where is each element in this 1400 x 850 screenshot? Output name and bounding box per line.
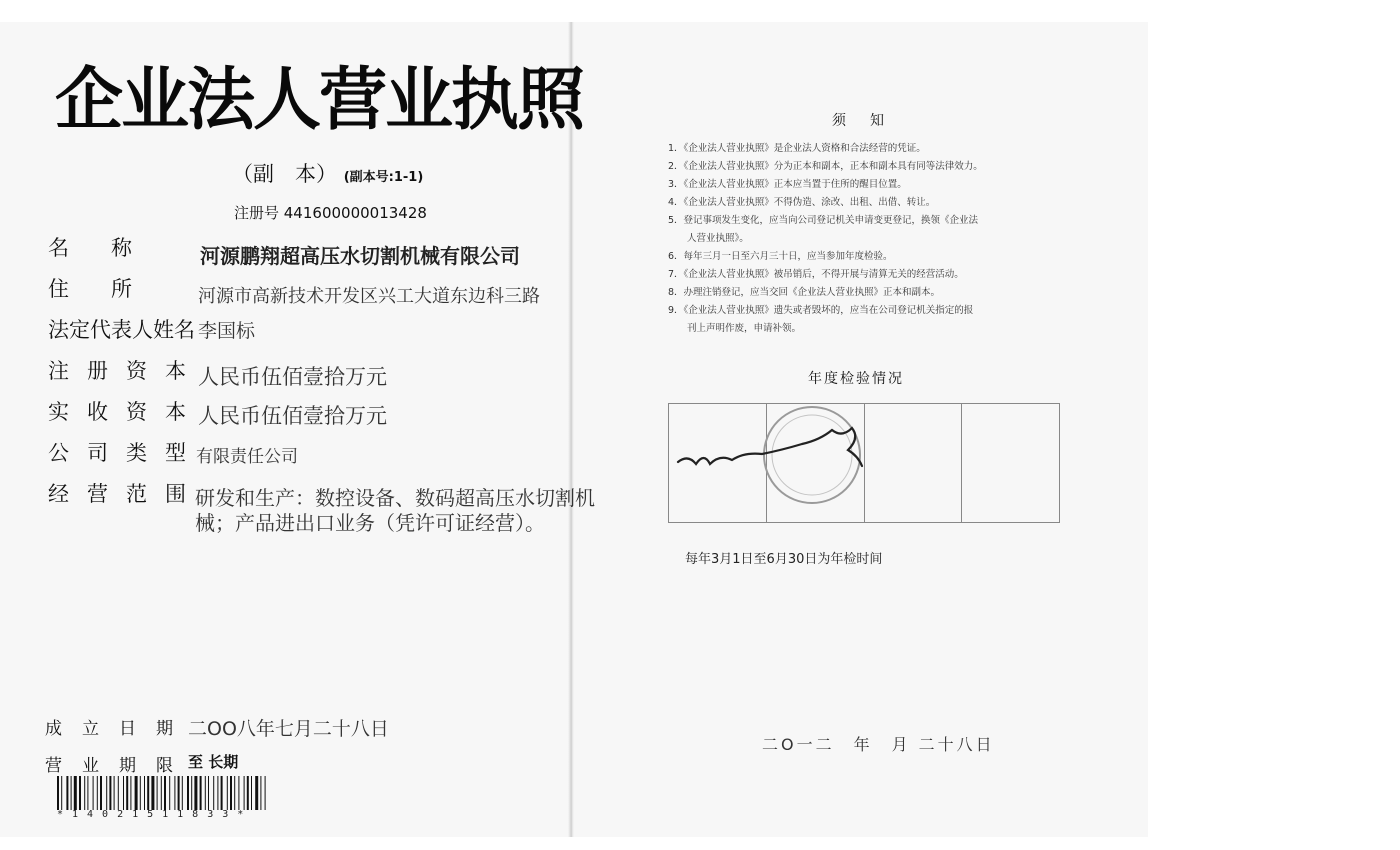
barcode-bar bbox=[74, 776, 77, 810]
barcode-bar bbox=[151, 776, 154, 810]
field-label-paid-capital: 实收资本 bbox=[48, 400, 204, 424]
barcode-bar bbox=[71, 776, 72, 810]
barcode-bar bbox=[118, 776, 119, 810]
license-title: 企业法人营业执照 bbox=[55, 61, 584, 140]
notice-title: 须知 bbox=[832, 113, 908, 129]
business-term-value: 至 长期 bbox=[188, 753, 239, 771]
annual-inspection-title: 年度检验情况 bbox=[808, 371, 904, 387]
barcode-bar bbox=[66, 776, 68, 810]
notice-item: 9．《企业法人营业执照》遗失或者毁坏的，应当在公司登记机关指定的报 bbox=[668, 305, 974, 316]
barcode-bar bbox=[57, 776, 59, 810]
notice-item: 人营业执照》。 bbox=[668, 233, 749, 244]
barcode-bar bbox=[227, 776, 228, 810]
barcode-bar bbox=[157, 776, 158, 810]
barcode-bar bbox=[194, 776, 197, 810]
barcode-bar bbox=[147, 776, 149, 810]
field-value-company-type: 有限责任公司 bbox=[196, 447, 298, 467]
issue-date: 二O一二 年 月 二十八日 bbox=[762, 735, 995, 754]
notice-item: 5．登记事项发生变化，应当向公司登记机关申请变更登记，换领《企业法 bbox=[668, 215, 979, 226]
copy-label-text: （副 本） bbox=[232, 162, 337, 186]
barcode-bar bbox=[244, 776, 245, 810]
barcode-bar bbox=[161, 776, 162, 810]
notice-list bbox=[668, 140, 1063, 338]
barcode-bar bbox=[123, 776, 124, 810]
field-label-name: 名 称 bbox=[48, 236, 132, 260]
copy-number: (副本号:1-1) bbox=[343, 170, 424, 185]
center-fold bbox=[568, 22, 574, 837]
barcode-bar bbox=[187, 776, 189, 810]
notice-item: 刊上声明作废，申请补领。 bbox=[668, 323, 802, 334]
barcode-bar bbox=[260, 776, 261, 810]
field-label-address: 住 所 bbox=[48, 277, 132, 301]
copy-label bbox=[232, 158, 423, 188]
field-label-registered-capital: 注册资本 bbox=[48, 359, 204, 383]
barcode-bar bbox=[87, 776, 88, 810]
barcode-bar bbox=[106, 776, 107, 810]
barcode-bar bbox=[191, 776, 192, 810]
barcode-bar bbox=[182, 776, 183, 810]
barcode-bar bbox=[140, 776, 141, 810]
barcode bbox=[57, 776, 267, 810]
notice-item: 1．《企业法人营业执照》是企业法人资格和合法经营的凭证。 bbox=[668, 143, 926, 154]
barcode-bar bbox=[205, 776, 206, 810]
barcode-bar bbox=[130, 776, 131, 810]
notice-item: 4．《企业法人营业执照》不得伪造、涂改、出租、出借、转让。 bbox=[668, 197, 936, 208]
notice-item: 2．《企业法人营业执照》分为正本和副本，正本和副本具有同等法律效力。 bbox=[668, 161, 983, 172]
barcode-digits: *14021511833* bbox=[57, 809, 253, 820]
barcode-bar bbox=[114, 776, 115, 810]
barcode-bar bbox=[144, 776, 145, 810]
barcode-bar bbox=[100, 776, 102, 810]
field-value-business-scope: 研发和生产：数控设备、数码超高压水切割机械；产品进出口业务（凭许可证经营）。 bbox=[195, 486, 595, 535]
barcode-bar bbox=[164, 776, 166, 810]
barcode-bar bbox=[174, 776, 175, 810]
notice-item: 7．《企业法人营业执照》被吊销后，不得开展与清算无关的经营活动。 bbox=[668, 269, 964, 280]
barcode-bar bbox=[178, 776, 180, 810]
barcode-bar bbox=[221, 776, 223, 810]
inspection-period-note: 每年3月1日至6月30日为年检时间 bbox=[685, 552, 883, 567]
notice-item: 6．每年三月一日至六月三十日，应当参加年度检验。 bbox=[668, 251, 893, 262]
barcode-bar bbox=[109, 776, 111, 810]
notice-item: 3．《企业法人营业执照》正本应当置于住所的醒目位置。 bbox=[668, 179, 907, 190]
barcode-bar bbox=[265, 776, 266, 810]
barcode-bar bbox=[135, 776, 138, 810]
barcode-bar bbox=[61, 776, 62, 810]
barcode-bar bbox=[213, 776, 214, 810]
barcode-bar bbox=[251, 776, 252, 810]
field-label-legal-rep: 法定代表人姓名 bbox=[48, 318, 195, 342]
barcode-bar bbox=[84, 776, 85, 810]
barcode-bar bbox=[238, 776, 239, 810]
business-term-label: 营业期限 bbox=[45, 756, 193, 776]
barcode-bar bbox=[208, 776, 209, 810]
barcode-bar bbox=[200, 776, 202, 810]
field-value-registered-capital: 人民币伍佰壹拾万元 bbox=[198, 365, 387, 389]
barcode-bar bbox=[255, 776, 258, 810]
barcode-bar bbox=[79, 776, 81, 810]
barcode-bar bbox=[169, 776, 170, 810]
established-date-value: 二OO八年七月二十八日 bbox=[188, 718, 389, 740]
barcode-bar bbox=[97, 776, 98, 810]
barcode-bar bbox=[247, 776, 249, 810]
field-label-company-type: 公司类型 bbox=[48, 441, 204, 465]
field-value-legal-rep: 李国标 bbox=[198, 320, 256, 342]
field-label-business-scope: 经营范围 bbox=[48, 482, 204, 506]
barcode-bar bbox=[234, 776, 235, 810]
barcode-bar bbox=[93, 776, 94, 810]
field-value-paid-capital: 人民币伍佰壹拾万元 bbox=[198, 404, 387, 428]
barcode-bar bbox=[217, 776, 218, 810]
inspection-cell bbox=[962, 404, 1059, 522]
established-date-label: 成立日期 bbox=[45, 719, 193, 739]
field-value-name: 河源鹏翔超高压水切割机械有限公司 bbox=[200, 244, 520, 268]
barcode-bar bbox=[230, 776, 232, 810]
barcode-bar bbox=[126, 776, 128, 810]
registration-number: 注册号 441600000013428 bbox=[234, 204, 427, 222]
notice-item: 8．办理注销登记，应当交回《企业法人营业执照》正本和副本。 bbox=[668, 287, 941, 298]
field-value-address: 河源市高新技术开发区兴工大道东边科三路 bbox=[198, 286, 540, 307]
